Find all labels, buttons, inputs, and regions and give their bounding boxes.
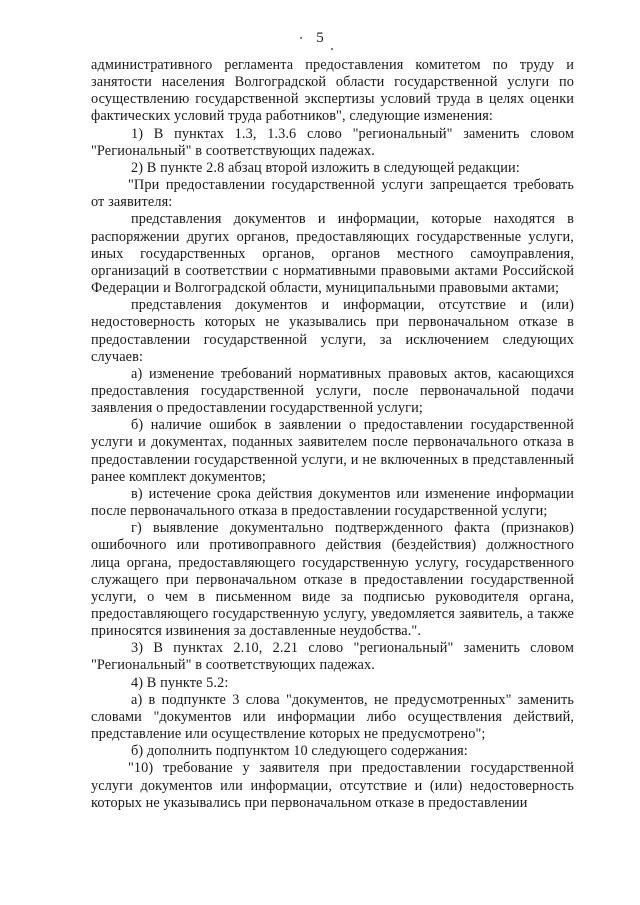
body-paragraph: а) изменение требований нормативных правовых актов, касающихся предоставления государственной услуги, после первоначальной подачи заявления о предоставлении государственной услуги;: [91, 365, 574, 417]
body-paragraph: "10) требование у заявителя при предоставлении государственной услуги документов или информации, отсутствие и (или) недостоверность которых не указывались при первоначальном отказе в предоставлении: [91, 760, 574, 811]
body-paragraph: административного регламента предоставления комитетом по труду и занятости населения Волгоградской области государственной услуги по осуществлению государственной экспертизы условий труда в целях оценки фактических условий труда работников", следующие изменения:: [91, 57, 574, 125]
body-paragraph: 1) В пунктах 1.3, 1.3.6 слово "региональный" заменить словом "Региональный" в соответствующих падежах.: [91, 125, 574, 159]
body-paragraph: 3) В пунктах 2.10, 2.21 слово "региональный" заменить словом "Региональный" в соответствующих падежах.: [91, 640, 574, 674]
body-paragraph: в) истечение срока действия документов или изменение информации после первоначального отказа в предоставлении государственной услуги;: [91, 485, 574, 520]
body-paragraph: б) дополнить подпунктом 10 следующего содержания:: [131, 743, 468, 760]
body-paragraph: представления документов и информации, отсутствие и (или) недостоверность которых не указывались при первоначальном отказе в предоставлении государственной услуги, за исключением следующих случаев:: [91, 297, 574, 365]
body-paragraph: 4) В пункте 5.2:: [131, 674, 229, 691]
body-paragraph: "При предоставлении государственной услуги запрещается требовать от заявителя:: [91, 177, 574, 211]
body-paragraph: б) наличие ошибок в заявлении о предоставлении государственной услуги и документах, поданных заявителем после первоначального отказа в предоставлении государственной услуги, и не включенных в представленный ранее комплект документов;: [91, 417, 574, 485]
body-paragraph: представления документов и информации, которые находятся в распоряжении других органов, предоставляющих государственные услуги, иных государственных органов, органов местного самоуправления, организаций в соответствии с нормативными правовыми актами Российской Федерации и Волгоградской области, муниципальными правовыми актами;: [91, 211, 574, 297]
document-body: [91, 57, 574, 812]
page-number: 5: [316, 30, 324, 46]
body-paragraph: г) выявление документально подтвержденного факта (признаков) ошибочного или противоправного действия (бездействия) должностного лица органа, предоставляющего государственную услугу, государственного служащего при первоначальном отказе в предоставлении государственной услуги, о чем в письменном виде за подписью руководителя органа, предоставляющего государственную услугу, уведомляется заявитель, а также приносятся извинения за доставленные неудобства.".: [91, 520, 574, 640]
scan-speck: [300, 37, 302, 39]
body-paragraph: 2) В пункте 2.8 абзац второй изложить в следующей редакции:: [131, 159, 520, 176]
body-paragraph: а) в подпункте 3 слова "документов, не предусмотренных" заменить словами "документов или информации либо осуществления действий, представление или осуществление которых не предусмотрено";: [91, 691, 574, 743]
scan-speck: [331, 48, 333, 50]
